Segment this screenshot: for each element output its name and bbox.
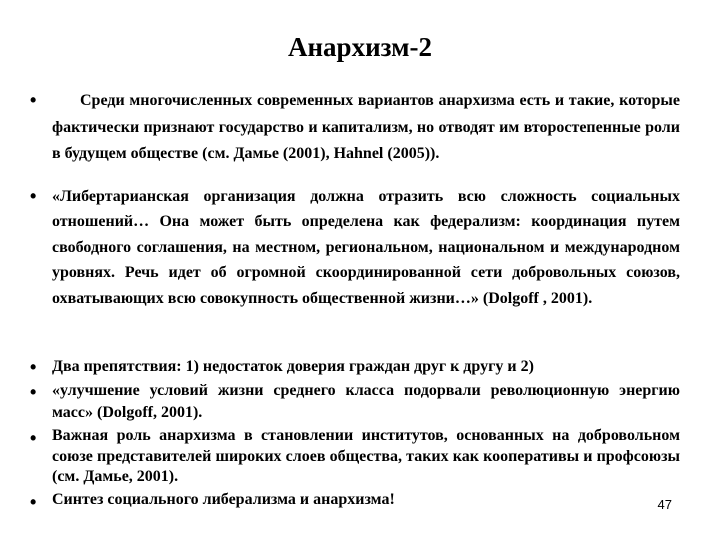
bullet-icon: • <box>30 492 37 512</box>
list-item-text: «Либертарианская организация должна отразить всю сложность социальных отношений… Она может быть определена как федерализм: координация путем свободного соглашения, на местном, региональном, национальном и международном уровнях. Речь идет об огромной скоординированной сети добровольных союзов, охватывающих всю совокупность общественной жизни…» (Dolgoff , 2001). <box>52 188 680 307</box>
list-item <box>30 184 680 311</box>
list-item-text: Синтез социального либерализма и анархизма! <box>52 491 395 508</box>
list-item <box>30 355 680 379</box>
bullet-icon: • <box>30 428 37 448</box>
list-item-text: «улучшение условий жизни среднего класса подорвали революционную энергию масс» (Dolgoff, 2001). <box>52 382 680 421</box>
bullet-icon: • <box>30 186 37 206</box>
list-item <box>30 426 680 488</box>
bullet-icon: • <box>30 90 37 110</box>
list-item-text: Два препятствия: 1) недостаток доверия граждан друг к другу и 2) <box>52 358 534 375</box>
list-item <box>30 88 680 168</box>
list-item <box>30 380 680 423</box>
list-item-text: Важная роль анархизма в становлении институтов, основанных на добровольном союзе представителей широких слоев общества, таких как кооперативы и профсоюзы (см. Дамье, 2001). <box>52 427 680 485</box>
list-item <box>30 490 680 511</box>
page-number: 47 <box>657 497 672 512</box>
bullet-icon: • <box>30 357 37 377</box>
bullet-icon: • <box>30 382 37 402</box>
list-item-text: Среди многочисленных современных вариантов анархизма есть и такие, которые фактически признают государство и капитализм, но отводят им второстепенные роли в будущем обществе (см. Дамье (2001), Hahnel (2005)). <box>52 92 680 162</box>
slide-title: Анархизм-2 <box>288 32 432 62</box>
